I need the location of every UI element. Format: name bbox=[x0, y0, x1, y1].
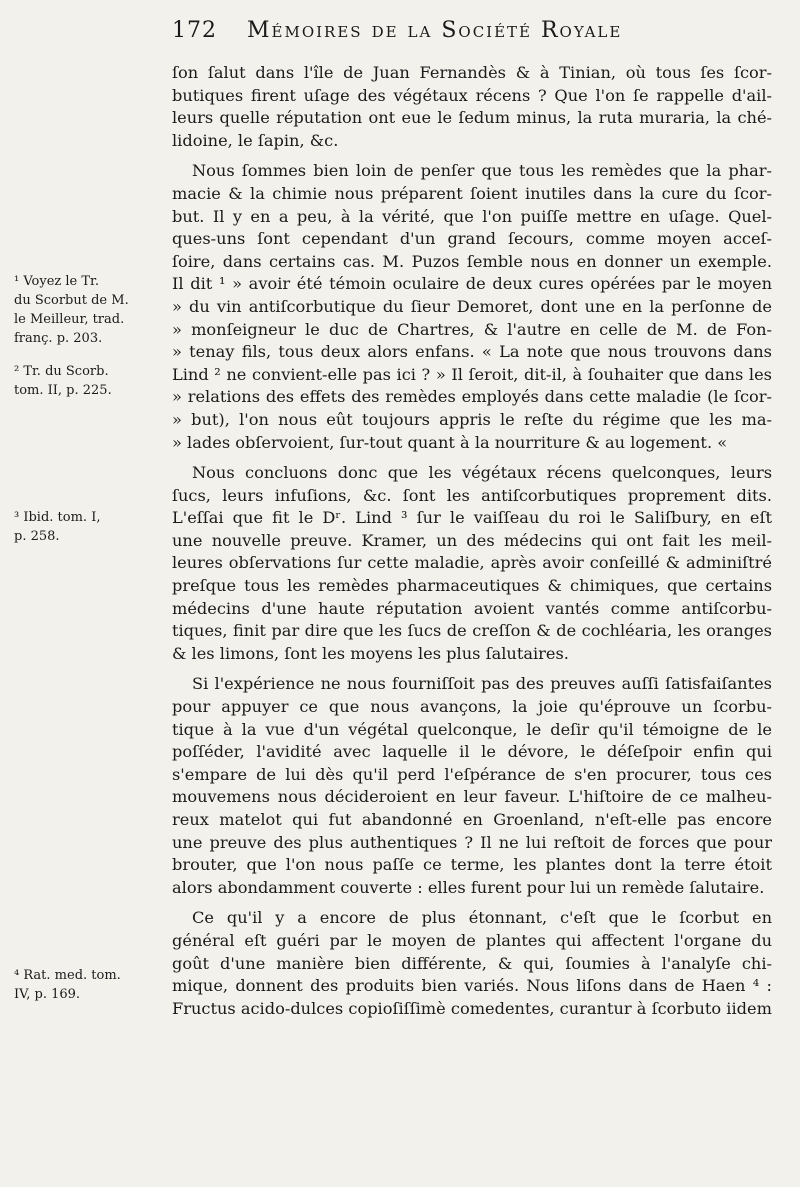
text-line: médecins d'une haute réputation avoient vantés comme antiſcorbu- bbox=[172, 598, 772, 618]
margin-note-1 bbox=[14, 272, 164, 348]
paragraph bbox=[172, 907, 772, 1020]
text-line: général eſt guéri par le moyen de plantes qui affectent l'organe du bbox=[172, 930, 772, 950]
text-line: preſque tous les remèdes pharmaceutiques & chimiques, que certains bbox=[172, 576, 772, 596]
text-line: reux matelot qui fut abandonné en Groenland, n'eſt-elle pas encore bbox=[172, 810, 772, 829]
text-line: » lades obſervoient, ſur-tout quant à la nourriture & au logement. « bbox=[172, 432, 728, 452]
text-line: L'eſſai que fit le Dʳ. Lind ³ ſur le vaiſſeau du roi le Saliſbury, en eſt bbox=[172, 508, 772, 528]
text-line: Fructus acido-dulces copioſiſſimè comedentes, curantur à ſcorbuto iidem bbox=[172, 998, 772, 1018]
running-title: Mémoires de la Société Royale bbox=[247, 18, 623, 43]
running-header bbox=[172, 18, 732, 58]
text-line: brouter, que l'on nous paſſe ce terme, les plantes dont la terre étoit bbox=[172, 855, 772, 875]
text-line: leures obſervations ſur cette maladie, après avoir conſeillé & adminiſtré bbox=[172, 553, 772, 573]
text-line: ſucs, leurs infuſions, &c. ſont les antiſcorbutiques proprement dits. bbox=[172, 485, 772, 505]
text-line: mique, donnent des produits bien variés. Nous liſons dans de Haen ⁴ : bbox=[172, 976, 772, 996]
text-line: » du vin antiſcorbutique du ſieur Demoret, dont une en la perſonne de bbox=[172, 296, 772, 316]
text-line: ſoire, dans certains cas. M. Puzos ſemble nous en donner un exemple. bbox=[172, 251, 772, 271]
page-number: 172 bbox=[172, 18, 217, 43]
text-line: but. Il y en a peu, à la vérité, que l'on puiſſe mettre en uſage. Quel- bbox=[172, 206, 772, 226]
text-line: une nouvelle preuve. Kramer, un des médecins qui ont fait les meil- bbox=[172, 530, 772, 550]
margin-note-line: franç. p. 203. bbox=[14, 331, 103, 346]
text-line: » tenay fils, tous deux alors enfans. « La note que nous trouvons dans bbox=[172, 342, 772, 362]
paragraph bbox=[172, 160, 772, 454]
margin-note-line: le Meilleur, trad. bbox=[14, 312, 125, 327]
margin-note-line: tom. II, p. 225. bbox=[14, 383, 112, 398]
margin-note-line: du Scorbut de M. bbox=[14, 293, 129, 308]
margin-note-4 bbox=[14, 966, 164, 1004]
text-line: une preuve des plus authentiques ? Il ne lui reſtoit de forces que pour bbox=[172, 832, 772, 852]
text-line: Il dit ¹ » avoir été témoin oculaire de deux cures opérées par le moyen bbox=[172, 274, 772, 294]
text-line: mouvemens nous décideroient en leur faveur. L'hiſtoire de ce malheu- bbox=[172, 787, 772, 807]
text-line: poſſéder, l'avidité avec laquelle il le dévore, le déſeſpoir enfin qui bbox=[172, 742, 772, 762]
text-line: s'empare de lui dès qu'il perd l'eſpérance de s'en procurer, tous ces bbox=[172, 764, 772, 784]
margin-note-line: IV, p. 169. bbox=[14, 987, 81, 1002]
text-line: ſon ſalut dans l'île de Juan Fernandès & à Tinian, où tous ſes ſcor- bbox=[172, 63, 772, 82]
text-line: leurs quelle réputation ont eue le ſedum minus, la ruta muraria, la ché- bbox=[172, 108, 772, 128]
margin-note-3 bbox=[14, 508, 164, 546]
text-line: goût d'une manière bien différente, & qui, ſoumies à l'analyſe chi- bbox=[172, 953, 772, 973]
main-text-block bbox=[172, 62, 772, 1020]
text-line: tique à la vue d'un végétal quelconque, le deſir qu'il témoigne de le bbox=[172, 719, 772, 739]
text-line: Si l'expérience ne nous fourniſſoit pas des preuves auſſi ſatisfaiſantes bbox=[192, 674, 772, 694]
text-line: tiques, finit par dire que les ſucs de creſſon & de cochléaria, les oranges bbox=[172, 621, 772, 641]
text-line: ques-uns ſont cependant d'un grand ſecours, comme moyen acceſ- bbox=[172, 229, 772, 249]
text-line: Nous ſommes bien loin de penſer que tous les remèdes que la phar- bbox=[192, 161, 772, 181]
text-line: » but), l'on nous eût toujours appris le reſte du régime que les ma- bbox=[172, 409, 772, 429]
margin-note-line: ³ Ibid. tom. I, bbox=[14, 510, 101, 525]
margin-note-line: ¹ Voyez le Tr. bbox=[14, 274, 99, 289]
paragraph bbox=[172, 462, 772, 665]
text-line: Ce qu'il y a encore de plus étonnant, c'eſt que le ſcorbut en bbox=[192, 908, 772, 928]
text-line: lidoine, le ſapin, &c. bbox=[172, 130, 339, 150]
text-line: pour appuyer ce que nous avançons, la joie qu'éprouve un ſcorbu- bbox=[172, 697, 772, 717]
margin-note-line: p. 258. bbox=[14, 529, 60, 544]
text-line: » relations des effets des remèdes employés dans cette maladie (le ſcor- bbox=[172, 387, 772, 407]
text-line: Lind ² ne convient-elle pas ici ? » Il ſeroit, dit-il, à ſouhaiter que dans les bbox=[172, 364, 772, 384]
paragraph bbox=[172, 62, 772, 152]
text-line: & les limons, ſont les moyens les plus ſalutaires. bbox=[172, 643, 569, 663]
margin-note-line: ⁴ Rat. med. tom. bbox=[14, 968, 121, 983]
text-line: Nous concluons donc que les végétaux récens quelconques, leurs bbox=[192, 463, 772, 483]
margin-note-line: ² Tr. du Scorb. bbox=[14, 364, 109, 379]
text-line: alors abondamment couverte : elles furent pour lui un remède ſalutaire. bbox=[172, 877, 765, 897]
text-line: » monſeigneur le duc de Chartres, & l'autre en celle de M. de Fon- bbox=[172, 319, 772, 339]
text-line: macie & la chimie nous préparent ſoient inutiles dans la cure du ſcor- bbox=[172, 183, 772, 203]
text-line: butiques firent uſage des végétaux récens ? Que l'on ſe rappelle d'ail- bbox=[172, 85, 772, 105]
margin-note-2 bbox=[14, 362, 164, 400]
paragraph bbox=[172, 673, 772, 899]
